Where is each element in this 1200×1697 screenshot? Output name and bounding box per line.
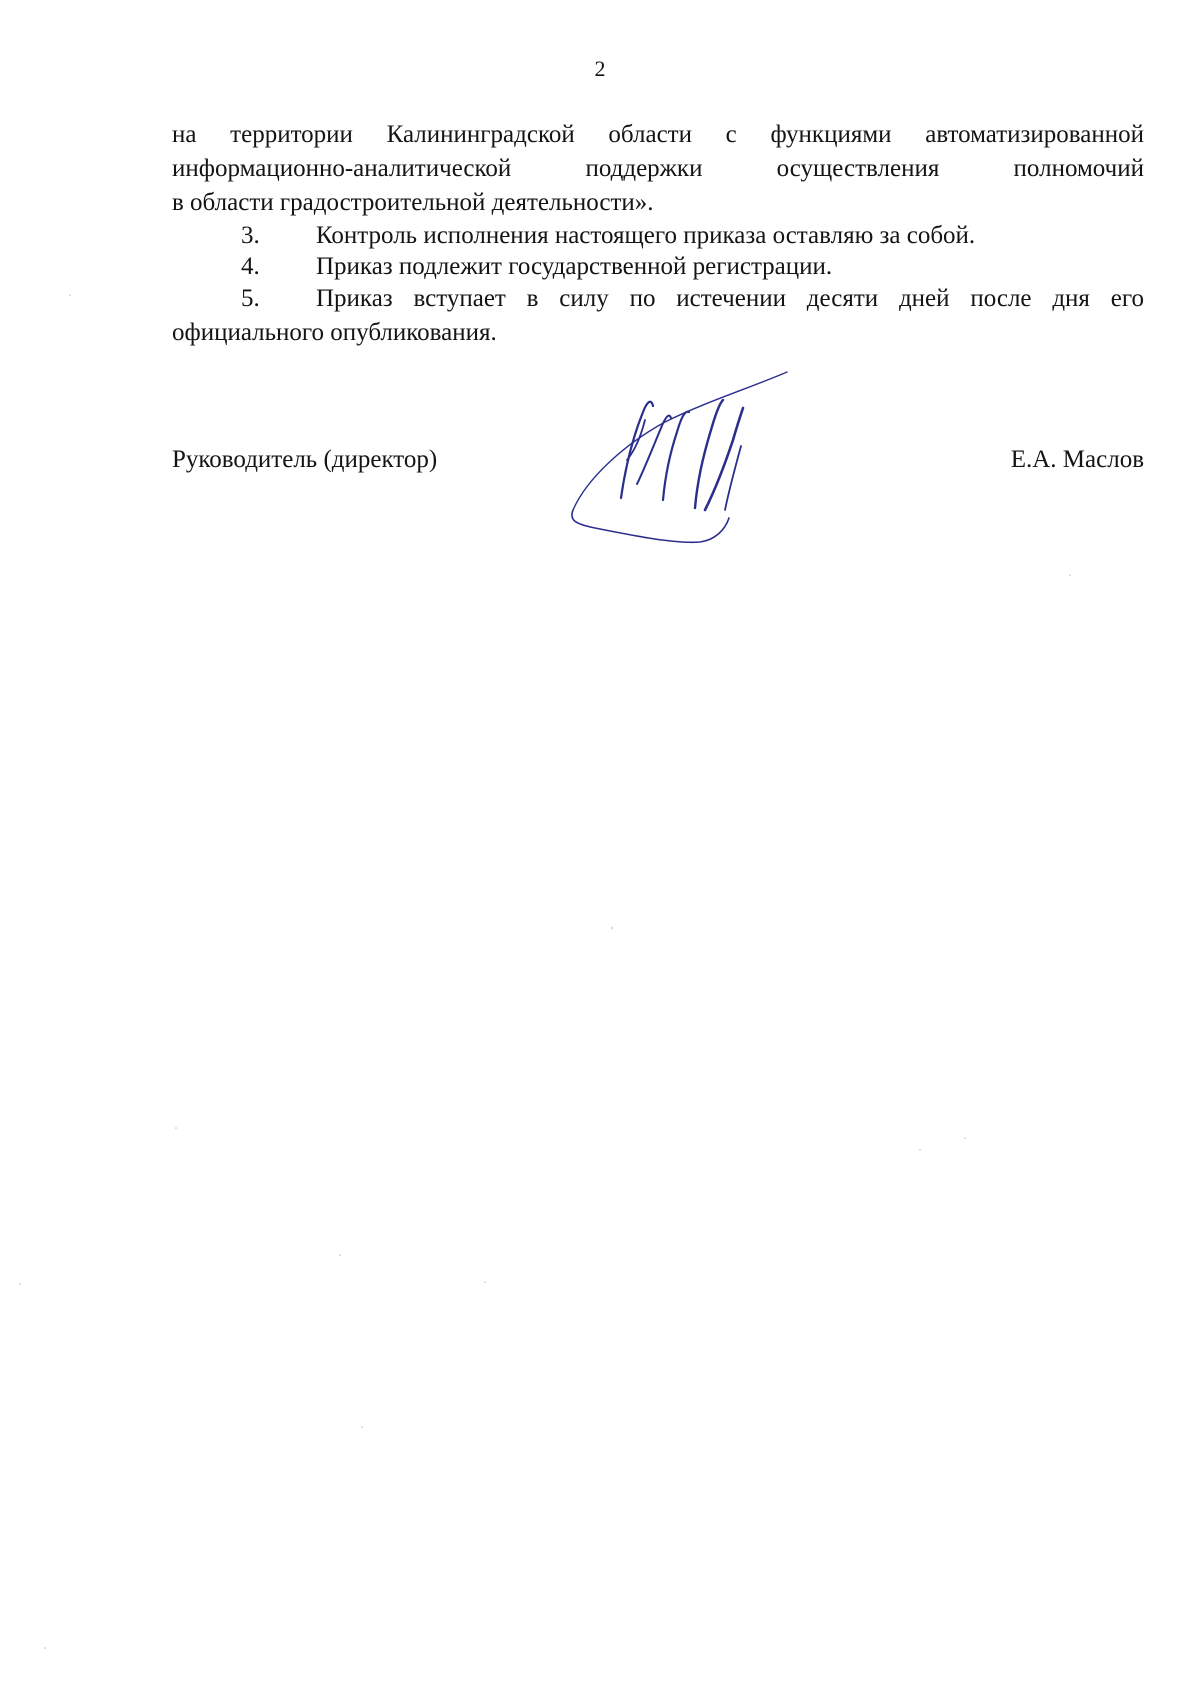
paragraph-line: на территории Калининградской области с функциями автоматизированной xyxy=(172,121,1144,148)
signer-name: Е.А. Маслов xyxy=(1010,446,1144,473)
paragraph-line: информационно-аналитической поддержки осуществления полномочий xyxy=(172,155,1144,182)
item-text: Приказ подлежит государственной регистрации. xyxy=(316,253,833,280)
list-item xyxy=(172,282,1144,316)
item-continuation: официального опубликования. xyxy=(172,319,497,346)
document-body xyxy=(172,118,1144,350)
item-text: Приказ вступает в силу по истечении десяти дней после дня его xyxy=(316,285,1144,312)
item-text: Контроль исполнения настоящего приказа оставляю за собой. xyxy=(316,222,976,249)
signer-position: Руководитель (директор) xyxy=(172,446,438,473)
handwritten-signature xyxy=(565,360,795,550)
list-item xyxy=(172,251,1144,282)
item-number: 4. xyxy=(241,253,260,280)
item-number: 3. xyxy=(241,222,260,249)
paragraph-line: в области градостроительной деятельности». xyxy=(172,189,654,216)
item-number: 5. xyxy=(241,285,260,312)
list-item xyxy=(172,220,1144,251)
page-number: 2 xyxy=(594,56,606,81)
